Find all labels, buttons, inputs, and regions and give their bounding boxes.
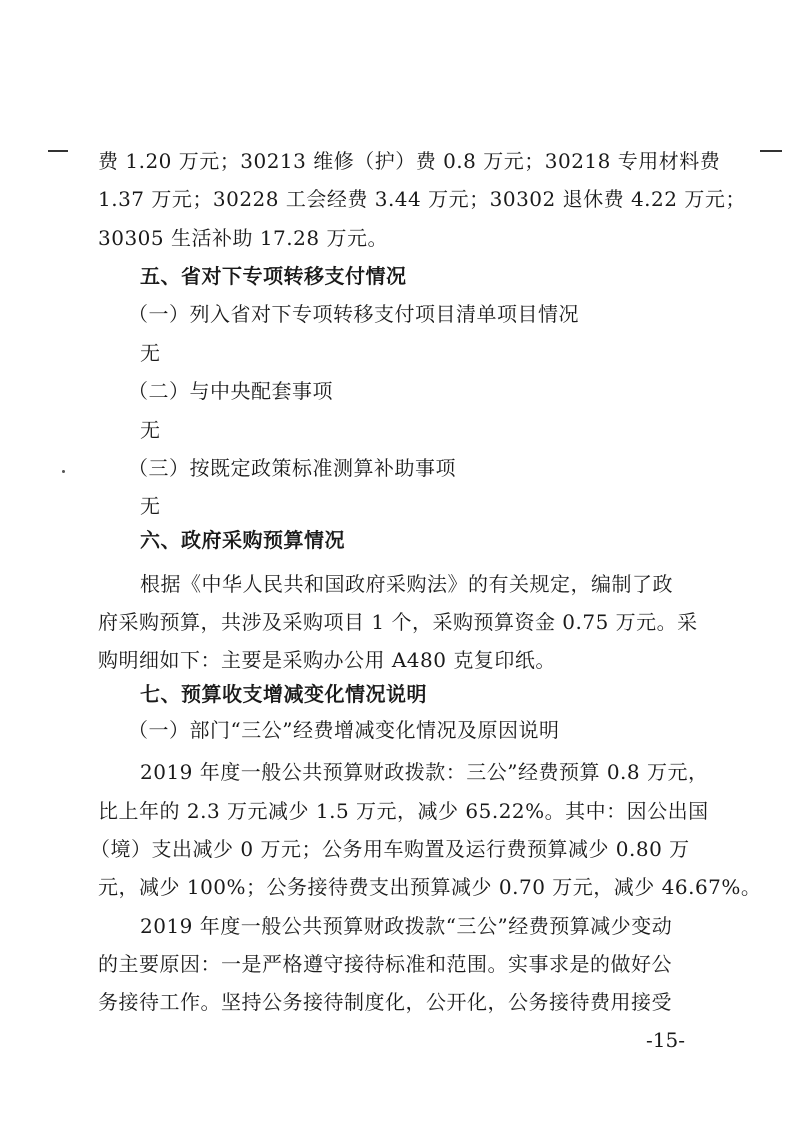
- section-heading: 七、预算收支增减变化情况说明: [140, 682, 427, 706]
- margin-dot: [62, 470, 65, 473]
- section-heading: 六、政府采购预算情况: [140, 528, 345, 552]
- subsection-heading: （一）列入省对下专项转移支付项目清单项目情况: [128, 302, 579, 326]
- body-line: 府采购预算，共涉及采购项目 1 个，采购预算资金 0.75 万元。采: [98, 610, 698, 634]
- body-line: 2019 年度一般公共预算财政拨款：三公”经费预算 0.8 万元，: [140, 760, 709, 784]
- right-margin-mark: [760, 150, 782, 152]
- section-heading: 五、省对下专项转移支付情况: [140, 264, 407, 288]
- body-line: 费 1.20 万元；30213 维修（护）费 0.8 万元；30218 专用材料费: [98, 149, 721, 173]
- body-line: 2019 年度一般公共预算财政拨款“三公”经费预算减少变动: [140, 914, 673, 938]
- subsection-value: 无: [140, 418, 161, 442]
- page-number: -15-: [646, 1028, 685, 1052]
- body-line: 务接待工作。坚持公务接待制度化，公开化，公务接待费用接受: [98, 990, 672, 1014]
- body-line: 1.37 万元；30228 工会经费 3.44 万元；30302 退休费 4.22 万元；: [98, 187, 746, 211]
- subsection-value: 无: [140, 341, 161, 365]
- body-line: （境）支出减少 0 万元；公务用车购置及运行费预算减少 0.80 万: [90, 837, 690, 861]
- subsection-heading: （三）按既定政策标准测算补助事项: [128, 456, 456, 480]
- body-line: 根据《中华人民共和国政府采购法》的有关规定，编制了政: [140, 572, 673, 596]
- body-line: 比上年的 2.3 万元减少 1.5 万元，减少 65.22%。其中：因公出国: [98, 799, 709, 823]
- subsection-heading: （一）部门“三公”经费增减变化情况及原因说明: [128, 718, 560, 742]
- body-line: 的主要原因：一是严格遵守接待标准和范围。实事求是的做好公: [98, 952, 672, 976]
- subsection-value: 无: [140, 494, 161, 518]
- body-line: 30305 生活补助 17.28 万元。: [98, 226, 388, 250]
- left-margin-mark: [48, 150, 68, 152]
- body-line: 购明细如下：主要是采购办公用 A480 克复印纸。: [98, 648, 556, 672]
- body-line: 元，减少 100%；公务接待费支出预算减少 0.70 万元，减少 46.67%。: [98, 875, 762, 899]
- subsection-heading: （二）与中央配套事项: [128, 379, 333, 403]
